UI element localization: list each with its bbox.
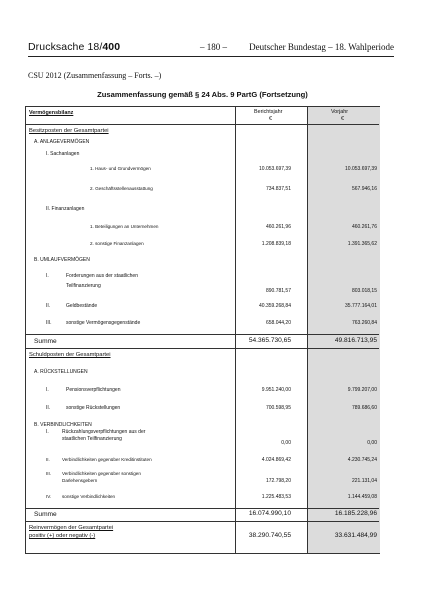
rein-v2: 33.631.484,99: [334, 532, 377, 539]
besitz-b3-label: sonstige Vermögensgegenstände: [66, 320, 141, 326]
besitz-a2-1-v2: 460.261,76: [351, 224, 377, 230]
schuld-b1-v1: 0,00: [281, 440, 291, 446]
head-label: Vermögensbilanz: [29, 110, 74, 116]
schuld-b2-v1: 4.024.869,42: [261, 457, 291, 463]
schuld-b1-line1: Rückzahlungsverpflichtungen aus der: [62, 429, 146, 435]
besitz-b3-v1: 658.044,20: [265, 320, 291, 326]
schuld-heading: Schuldposten der Gesamtpartei: [29, 352, 111, 358]
rein-line2: positiv (+) oder negativ (-): [29, 533, 96, 539]
header-rule: [28, 56, 394, 57]
schuld-a1-num: I.: [46, 387, 49, 393]
besitz-a1-label: I. Sachanlagen: [46, 151, 80, 157]
schuld-b4-v1: 1.225.483,53: [261, 494, 291, 500]
schuld-a-label: A. RÜCKSTELLUNGEN: [34, 369, 88, 375]
besitz-sum-v1: 54.365.730,65: [248, 337, 291, 344]
besitz-b2-v2: 35.777.164,01: [345, 303, 377, 309]
schuld-b3-v2: 221.131,04: [351, 478, 377, 484]
row-divider: [26, 334, 379, 335]
schuld-b-label: B. VERBINDLICHKEITEN: [34, 422, 92, 428]
row-divider: [26, 508, 379, 509]
besitz-a2-1-label: 1. Beteiligungen an Unternehmen: [90, 224, 159, 229]
besitz-b3-num: III.: [46, 320, 52, 326]
schuld-b3-line1: Verbindlichkeiten gegenüber sonstigen: [62, 471, 141, 476]
parliament-label: Deutscher Bundestag – 18. Wahlperiode: [249, 42, 394, 52]
besitz-heading: Besitzposten der Gesamtpartei: [29, 128, 109, 134]
schuld-b3-v1: 172.798,20: [265, 478, 291, 484]
schuld-a1-v2: 9.799.207,00: [347, 387, 377, 393]
row-divider: [26, 348, 379, 349]
besitz-a1-2-v1: 734.837,51: [265, 186, 291, 192]
prior-year-column-shading: [307, 107, 380, 553]
schuld-a2-num: II.: [46, 405, 51, 411]
schuld-b1-num: I.: [46, 429, 49, 435]
schuld-b3-line2: Darlehensgebern: [62, 478, 98, 483]
schuld-b2-label: Verbindlichkeiten gegenüber Kreditinstituten: [62, 457, 152, 462]
schuld-sum-v2: 16.185.228,96: [334, 510, 377, 517]
col1-unit: €: [269, 116, 272, 122]
besitz-a2-1-v1: 460.261,96: [265, 224, 291, 230]
table-title: Zusammenfassung gemäß § 24 Abs. 9 PartG (Fortsetzung): [97, 90, 308, 99]
doc-label-text: Drucksache 18/: [28, 41, 103, 53]
besitz-sum-v2: 49.816.713,95: [334, 337, 377, 344]
besitz-a1-1-v1: 10.053.697,39: [259, 166, 291, 172]
schuld-sum-label: Summe: [34, 511, 57, 518]
besitz-b1-num: I.: [46, 273, 49, 279]
besitz-b3-v2: 763.260,84: [351, 320, 377, 326]
schuld-a2-v1: 700.598,95: [265, 405, 291, 411]
schuld-b1-line2: staatlichen Teilfinanzierung: [62, 436, 122, 442]
besitz-b2-v1: 40.359.268,84: [259, 303, 291, 309]
besitz-b-label: B. UMLAUFVERMÖGEN: [34, 257, 90, 263]
doc-number: 400: [102, 41, 121, 53]
schuld-b2-num: II.: [46, 457, 50, 462]
schuld-b4-num: IV.: [46, 494, 52, 499]
besitz-a2-2-label: 2. sonstige Finanzanlagen: [90, 241, 144, 246]
row-divider: [26, 124, 379, 125]
besitz-b1-line2: Teilfinanzierung: [66, 283, 101, 289]
besitz-b2-num: II.: [46, 303, 51, 309]
schuld-a1-label: Pensionsverpflichtungen: [66, 387, 121, 393]
schuld-a2-v2: 789.686,60: [351, 405, 377, 411]
besitz-a1-1-label: 1. Haus- und Grundvermögen: [90, 166, 151, 171]
col2-label: Vorjahr: [331, 109, 349, 115]
scanned-table-page: [25, 86, 380, 566]
besitz-a-label: A. ANLAGEVERMÖGEN: [34, 139, 90, 145]
besitz-a2-2-v2: 1.391.365,62: [347, 241, 377, 247]
schuld-b1-v2: 0,00: [367, 440, 377, 446]
col1-label: Berichtsjahr: [254, 109, 283, 115]
page-header: [28, 41, 394, 55]
besitz-sum-label: Summe: [34, 338, 57, 345]
rein-line1: Reinvermögen der Gesamtpartei: [29, 525, 114, 531]
section-subheading: CSU 2012 (Zusammenfassung – Forts. –): [28, 71, 162, 80]
schuld-b2-v2: 4.230.745,24: [347, 457, 377, 463]
page-number: – 180 –: [200, 42, 227, 52]
schuld-sum-v1: 16.074.990,10: [248, 510, 291, 517]
row-divider: [26, 521, 379, 522]
col2-unit: €: [341, 116, 344, 122]
balance-sheet-table: [25, 106, 380, 554]
schuld-b4-label: sonstige Verbindlichkeiten: [62, 494, 116, 499]
besitz-a1-1-v2: 10.053.697,39: [345, 166, 377, 172]
schuld-b3-num: III.: [46, 471, 52, 476]
besitz-a2-2-v1: 1.208.839,18: [261, 241, 291, 247]
besitz-a1-2-label: 2. Geschäftsstellenausstattung: [90, 186, 153, 191]
besitz-b1-v2: 803.018,15: [351, 288, 377, 294]
besitz-b1-v1: 890.781,57: [265, 288, 291, 294]
schuld-a2-label: sonstige Rückstellungen: [66, 405, 121, 411]
document-label: [28, 41, 120, 53]
besitz-a1-2-v2: 567.946,16: [351, 186, 377, 192]
besitz-b1-line1: Forderungen aus der staatlichen: [66, 273, 138, 279]
besitz-a2-label: II. Finanzanlagen: [46, 206, 85, 212]
column-divider: [307, 107, 308, 553]
column-divider: [235, 107, 236, 553]
schuld-a1-v1: 9.951.240,00: [261, 387, 291, 393]
schuld-b4-v2: 1.144.459,08: [347, 494, 377, 500]
rein-v1: 38.290.740,55: [248, 532, 291, 539]
besitz-b2-label: Geldbestände: [66, 303, 98, 309]
